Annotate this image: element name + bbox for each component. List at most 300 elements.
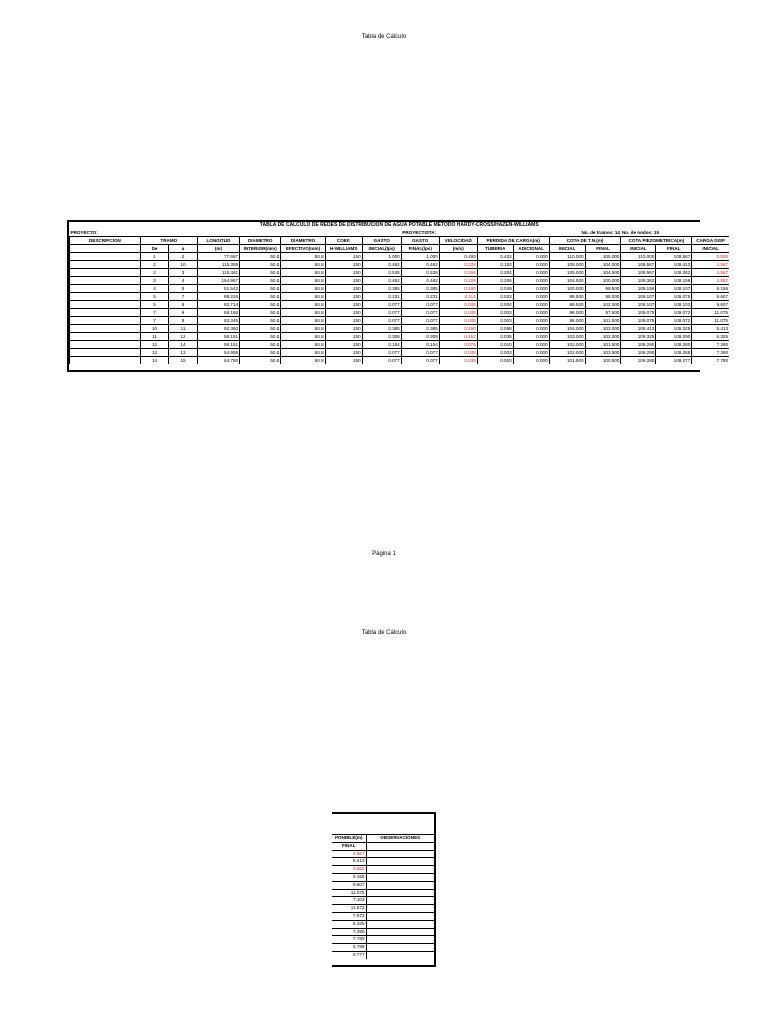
table-cell: 0.190 (439, 325, 477, 333)
table-cell: 0.003 (477, 349, 513, 357)
table-cell: 51.542 (197, 285, 239, 293)
table-cell: 0.077 (401, 317, 439, 325)
carga-final-cell: 11.572 (332, 905, 366, 913)
table-cell: 9.156 (692, 285, 729, 293)
table-cell: 0.000 (692, 253, 729, 261)
table-cell (70, 349, 141, 357)
table-cell: 0.462 (362, 261, 401, 269)
table-cell: 14 (169, 341, 198, 349)
column-subheader: FINAL (656, 245, 692, 253)
table-cell (70, 301, 141, 309)
table-cell: 109.280 (656, 341, 692, 349)
carga-final-cell: 7.780 (332, 936, 366, 944)
table-cell: 0.077 (401, 301, 439, 309)
column-subheader: H-WILLIAMS (325, 245, 362, 253)
table-cell: 109.362 (621, 277, 656, 285)
observaciones-cell (366, 936, 434, 944)
page-footer: Página 1 (372, 551, 396, 557)
column-subheader: INICIAL(lps) (362, 245, 401, 253)
column-subheader: TUBERIA (477, 245, 513, 253)
table-cell: 5 (140, 301, 169, 309)
table-cell: 102.000 (549, 349, 585, 357)
table-cell: 0.000 (513, 325, 549, 333)
table-cell: 6.325 (692, 333, 729, 341)
table-cell: 50.8 (240, 333, 281, 341)
table-cell: 109.362 (656, 269, 692, 277)
table-row (332, 881, 434, 889)
table-title: TABLA DE CALCULO DE REDES DE DISTRIBUCION DE AGUA POTABLE METODO HARDY-CROSS/HAZEN-WILLIAMS (259, 222, 539, 228)
table-cell: 102.000 (585, 333, 621, 341)
column-header: COEF. (325, 237, 362, 245)
calculation-table (67, 220, 728, 372)
table-cell (70, 341, 141, 349)
column-subheader: FINAL (585, 245, 621, 253)
table-cell: 77.667 (197, 253, 239, 261)
carga-final-cell: 5.413 (332, 858, 366, 866)
table-cell: 0.152 (439, 333, 477, 341)
table-cell: 0.003 (477, 309, 513, 317)
table-cell: 0.000 (513, 261, 549, 269)
observaciones-cell (366, 912, 434, 920)
table-cell: 7.290 (692, 349, 729, 357)
table-cell: 11 (169, 325, 198, 333)
table-cell: 12 (140, 349, 169, 357)
table-cell: 0.077 (401, 309, 439, 317)
observaciones-cell (366, 866, 434, 874)
page-header: Tabla de Cálculo (361, 34, 407, 40)
table-cell: 4.567 (692, 269, 729, 277)
table-cell: 0.077 (401, 349, 439, 357)
table-cell: 103.500 (585, 349, 621, 357)
table-cell: 150 (325, 293, 362, 301)
table-cell: 109.288 (656, 349, 692, 357)
table-cell: 0.231 (401, 293, 439, 301)
table-cell: 2 (140, 269, 169, 277)
table-cell: 101.500 (585, 317, 621, 325)
column-subheader: ADICIONAL (513, 245, 549, 253)
table-row (70, 325, 730, 333)
table-cell: 100.000 (549, 285, 585, 293)
final-subheader: FINAL (332, 842, 366, 850)
observaciones-cell (366, 928, 434, 936)
column-header: TRAMO (140, 237, 197, 245)
table-cell: 150 (325, 349, 362, 357)
table-cell: 0.154 (401, 341, 439, 349)
table-cell: 0.000 (513, 341, 549, 349)
table-cell: 98.000 (549, 317, 585, 325)
nodos-count: No. de nodos: 15 (621, 230, 659, 235)
table-cell: 0.077 (362, 349, 401, 357)
table-cell: 0.038 (439, 357, 477, 365)
table-cell: 50.8 (281, 261, 325, 269)
table-cell: 64.750 (197, 357, 239, 365)
table-cell: 11.075 (692, 309, 729, 317)
table-cell (70, 317, 141, 325)
table-cell (70, 293, 141, 301)
column-subheader: (m/s) (439, 245, 477, 253)
table-cell (70, 333, 141, 341)
table-cell: 99.500 (549, 301, 585, 309)
table-cell: 150 (325, 317, 362, 325)
table-cell: 109.567 (621, 269, 656, 277)
table-cell: 0.000 (513, 253, 549, 261)
table-row (332, 858, 434, 866)
table-cell: 150 (325, 325, 362, 333)
table-cell: 50.8 (281, 325, 325, 333)
table-cell: 0.000 (513, 349, 549, 357)
table-cell: 109.277 (656, 357, 692, 365)
table-cell: 150 (325, 357, 362, 365)
table-cell: 0.000 (513, 309, 549, 317)
table-cell: 50.8 (281, 269, 325, 277)
table-cell: 109.072 (656, 309, 692, 317)
table-cell: 50.8 (240, 341, 281, 349)
table-cell: 0.433 (477, 253, 513, 261)
table-cell: 0.231 (362, 293, 401, 301)
table-row (70, 253, 730, 261)
table-row (332, 905, 434, 913)
table-cell: 97.500 (585, 309, 621, 317)
table-cell: 5 (169, 285, 198, 293)
table-cell: 109.075 (621, 317, 656, 325)
table-cell: 56.151 (197, 341, 239, 349)
table-cell: 0.077 (401, 357, 439, 365)
table-cell: 101.500 (585, 341, 621, 349)
column-subheader: INICIAL (549, 245, 585, 253)
continuation-table (332, 814, 434, 959)
table-cell: 1.000 (362, 253, 401, 261)
table-cell (70, 261, 141, 269)
table-row (332, 951, 434, 958)
table-cell: 50.8 (240, 309, 281, 317)
table-cell (70, 357, 141, 365)
carga-final-cell: 11.075 (332, 889, 366, 897)
observaciones-cell (366, 897, 434, 905)
table-cell: 9.607 (692, 301, 729, 309)
table-cell: 102.000 (585, 301, 621, 309)
table-cell: 100.000 (585, 277, 621, 285)
column-subheader: INTERIOR(mm) (240, 245, 281, 253)
column-subheader (70, 245, 141, 253)
column-header: DIAMETRO (281, 237, 325, 245)
table-cell: 92.360 (197, 325, 239, 333)
table-cell: 150 (325, 301, 362, 309)
table-cell (70, 285, 141, 293)
table-cell: 50.8 (240, 285, 281, 293)
table-cell: 0.385 (362, 285, 401, 293)
table-cell (70, 325, 141, 333)
table-cell: 8 (169, 317, 198, 325)
table-cell: 0.033 (477, 293, 513, 301)
table-cell: 50.8 (281, 317, 325, 325)
table-cell: 82.714 (197, 301, 239, 309)
table-cell: 0.038 (439, 309, 477, 317)
table-cell: 0.077 (362, 309, 401, 317)
table-cell: 109.290 (656, 333, 692, 341)
table-cell: 109.075 (621, 309, 656, 317)
table-cell: 104.500 (585, 269, 621, 277)
table-cell: 4.862 (692, 277, 729, 285)
table-cell: 0.049 (477, 285, 513, 293)
table-cell: 50.8 (240, 325, 281, 333)
table-cell: 150 (325, 309, 362, 317)
table-cell: 0.385 (362, 325, 401, 333)
table-cell: 1.000 (401, 253, 439, 261)
carga-final-cell: 9.156 (332, 873, 366, 881)
table-row (70, 301, 730, 309)
table-cell: 50.8 (281, 341, 325, 349)
carga-final-cell: 9.607 (332, 881, 366, 889)
table-cell: 0.114 (439, 293, 477, 301)
table-cell: 10 (169, 261, 198, 269)
table-cell: 98.000 (585, 293, 621, 301)
table-row (70, 293, 730, 301)
table-cell: 50.8 (281, 301, 325, 309)
table-cell: 109.107 (656, 285, 692, 293)
table-cell: 150 (325, 253, 362, 261)
table-row (70, 261, 730, 269)
observaciones-cell (366, 951, 434, 958)
table-cell: 0.035 (477, 333, 513, 341)
table-cell: 11.075 (692, 317, 729, 325)
table-row (332, 912, 434, 920)
carga-final-cell: 7.290 (332, 928, 366, 936)
table-cell: 109.325 (621, 333, 656, 341)
table-cell: 150 (325, 277, 362, 285)
table-cell: 109.413 (621, 325, 656, 333)
table-cell: 0.266 (439, 269, 477, 277)
column-subheader: INICIAL (621, 245, 656, 253)
table-cell: 7 (140, 309, 169, 317)
table-cell: 109.325 (656, 325, 692, 333)
table-cell: 109.075 (656, 293, 692, 301)
tramos-count: No. de tramos: 14 (581, 230, 620, 235)
observaciones-cell (366, 905, 434, 913)
table-cell: 109.413 (656, 261, 692, 269)
table-cell: 105.000 (549, 269, 585, 277)
table-cell: 98.000 (549, 309, 585, 317)
carga-disponible-header: PONIBLE(m) (332, 835, 366, 843)
table-cell: 0.077 (362, 301, 401, 309)
table-cell: 99.500 (549, 293, 585, 301)
observaciones-header: OBSERVACIONES (366, 835, 434, 843)
table-cell: 50.8 (240, 293, 281, 301)
table-cell: 0.000 (513, 293, 549, 301)
table-cell: 9 (169, 309, 198, 317)
column-header: COTA PIEZOMETRICA(m) (621, 237, 692, 245)
table-cell: 4 (140, 285, 169, 293)
table-continuation (332, 812, 436, 967)
table-cell: 0.462 (362, 277, 401, 285)
main-table (69, 222, 729, 364)
table-cell: 0.190 (439, 285, 477, 293)
table-cell: 50.8 (240, 261, 281, 269)
table-cell: 12 (169, 333, 198, 341)
table-cell: 0.538 (362, 269, 401, 277)
table-cell: 14 (140, 357, 169, 365)
table-cell: 0.076 (439, 341, 477, 349)
table-cell: 0.308 (362, 333, 401, 341)
table-cell: 50.8 (240, 277, 281, 285)
table-row (332, 889, 434, 897)
table-cell: 7.780 (692, 357, 729, 365)
table-row (70, 341, 730, 349)
table-row (332, 866, 434, 874)
table-cell: 0.228 (439, 277, 477, 285)
table-cell: 104.000 (549, 325, 585, 333)
table-cell: 0.038 (439, 317, 477, 325)
table-cell: 0.000 (513, 277, 549, 285)
table-cell: 109.103 (656, 301, 692, 309)
table-cell: 63.345 (197, 317, 239, 325)
table-cell: 0.154 (362, 341, 401, 349)
table-cell: 109.290 (621, 341, 656, 349)
table-cell: 13 (169, 349, 198, 357)
table-cell: 110.000 (621, 253, 656, 261)
table-cell: 109.156 (621, 285, 656, 293)
page-header: Tabla de Cálculo (361, 630, 407, 636)
table-cell: 0.077 (362, 357, 401, 365)
table-cell: 150 (325, 269, 362, 277)
table-cell: 150 (325, 333, 362, 341)
table-cell: 0.462 (401, 261, 439, 269)
table-row (70, 349, 730, 357)
table-cell: 104.500 (549, 277, 585, 285)
table-cell: 154.967 (197, 277, 239, 285)
table-cell: 0.038 (439, 349, 477, 357)
table-cell: 103.000 (585, 325, 621, 333)
table-cell: 109.290 (621, 349, 656, 357)
table-cell: 0.000 (513, 301, 549, 309)
table-row (332, 850, 434, 858)
column-subheader: a (169, 245, 198, 253)
observaciones-cell (366, 889, 434, 897)
proyectista-label: PROYECTISTA: (402, 230, 437, 235)
table-cell: 0.010 (477, 341, 513, 349)
table-cell: 109.072 (656, 317, 692, 325)
observaciones-cell (366, 944, 434, 952)
column-header: VELOCIDAD (439, 237, 477, 245)
carga-final-cell: 7.572 (332, 912, 366, 920)
table-cell: 4 (169, 277, 198, 285)
table-cell: 50.8 (281, 277, 325, 285)
table-cell: 109.280 (621, 357, 656, 365)
table-cell: 15 (169, 357, 198, 365)
table-cell: 104.000 (585, 261, 621, 269)
table-cell (70, 309, 141, 317)
table-cell: 5.413 (692, 325, 729, 333)
column-subheader: De (140, 245, 169, 253)
table-cell: 0.004 (477, 301, 513, 309)
proyecto-label: PROYECTO: (70, 230, 98, 235)
table-cell: 9.607 (692, 293, 729, 301)
table-cell: 0.088 (477, 325, 513, 333)
table-row (70, 357, 730, 365)
table-cell: 150 (325, 261, 362, 269)
table-cell: 3 (140, 277, 169, 285)
table-cell: 50.8 (240, 349, 281, 357)
table-cell: 3 (169, 269, 198, 277)
table-cell: 50.8 (240, 357, 281, 365)
table-cell: 50.8 (240, 269, 281, 277)
table-row (70, 269, 730, 277)
table-cell: 4.567 (692, 261, 729, 269)
table-cell: 103.000 (549, 333, 585, 341)
table-row (70, 317, 730, 325)
table-cell (70, 269, 141, 277)
table-cell: 0.385 (401, 325, 439, 333)
table-cell: 0.000 (513, 357, 549, 365)
table-cell (70, 253, 141, 261)
table-cell: 56.151 (197, 333, 239, 341)
carga-final-cell: 4.567 (332, 850, 366, 858)
table-row (332, 920, 434, 928)
table-cell: 0.538 (401, 269, 439, 277)
table-row (70, 285, 730, 293)
table-cell: 6 (169, 301, 198, 309)
observaciones-cell (366, 858, 434, 866)
observaciones-cell (366, 881, 434, 889)
table-cell: 100.500 (585, 357, 621, 365)
table-cell: 5 (140, 293, 169, 301)
column-subheader: EFECTIVO(mm) (281, 245, 325, 253)
table-cell: 0.000 (513, 269, 549, 277)
column-subheader: FINAL(lps) (401, 245, 439, 253)
table-row (332, 873, 434, 881)
table-cell: 50.8 (281, 253, 325, 261)
table-cell: 150 (325, 341, 362, 349)
table-cell: 150 (325, 285, 362, 293)
column-subheader: (m) (197, 245, 239, 253)
table-cell: 105.000 (585, 253, 621, 261)
table-cell: 0.000 (513, 333, 549, 341)
table-cell: 0.228 (439, 261, 477, 269)
table-cell: 0.003 (477, 317, 513, 325)
table-cell: 0.000 (513, 317, 549, 325)
table-cell: 99.500 (585, 285, 621, 293)
table-cell: 0.462 (401, 277, 439, 285)
table-cell: 2 (140, 261, 169, 269)
table-cell: 50.8 (281, 293, 325, 301)
table-cell: 50.8 (281, 357, 325, 365)
table-cell: 50.8 (240, 317, 281, 325)
table-cell: 7 (169, 293, 198, 301)
column-header: CARGA DISP (692, 237, 729, 245)
table-cell: 88.226 (197, 293, 239, 301)
table-cell: 0.038 (439, 301, 477, 309)
table-cell: 1 (140, 253, 169, 261)
table-cell: 109.107 (621, 301, 656, 309)
column-header: GASTO (362, 237, 401, 245)
table-row (70, 277, 730, 285)
table-cell: 0.077 (362, 317, 401, 325)
table-cell: 0.308 (401, 333, 439, 341)
table-cell: 50.8 (281, 349, 325, 357)
table-cell: 0.204 (477, 269, 513, 277)
carga-final-cell: 4.862 (332, 866, 366, 874)
observaciones-cell (366, 920, 434, 928)
table-cell: 115.361 (197, 269, 239, 277)
column-header: PERDIDA DE CARGA(m) (477, 237, 549, 245)
carga-final-cell: 8.777 (332, 951, 366, 958)
observaciones-cell (366, 850, 434, 858)
column-subheader: INICIAL (692, 245, 729, 253)
table-cell: 50.8 (240, 253, 281, 261)
table-cell: 101.500 (549, 357, 585, 365)
carga-final-cell: 5.788 (332, 944, 366, 952)
table-row (70, 309, 730, 317)
table-cell: 0.206 (477, 277, 513, 285)
